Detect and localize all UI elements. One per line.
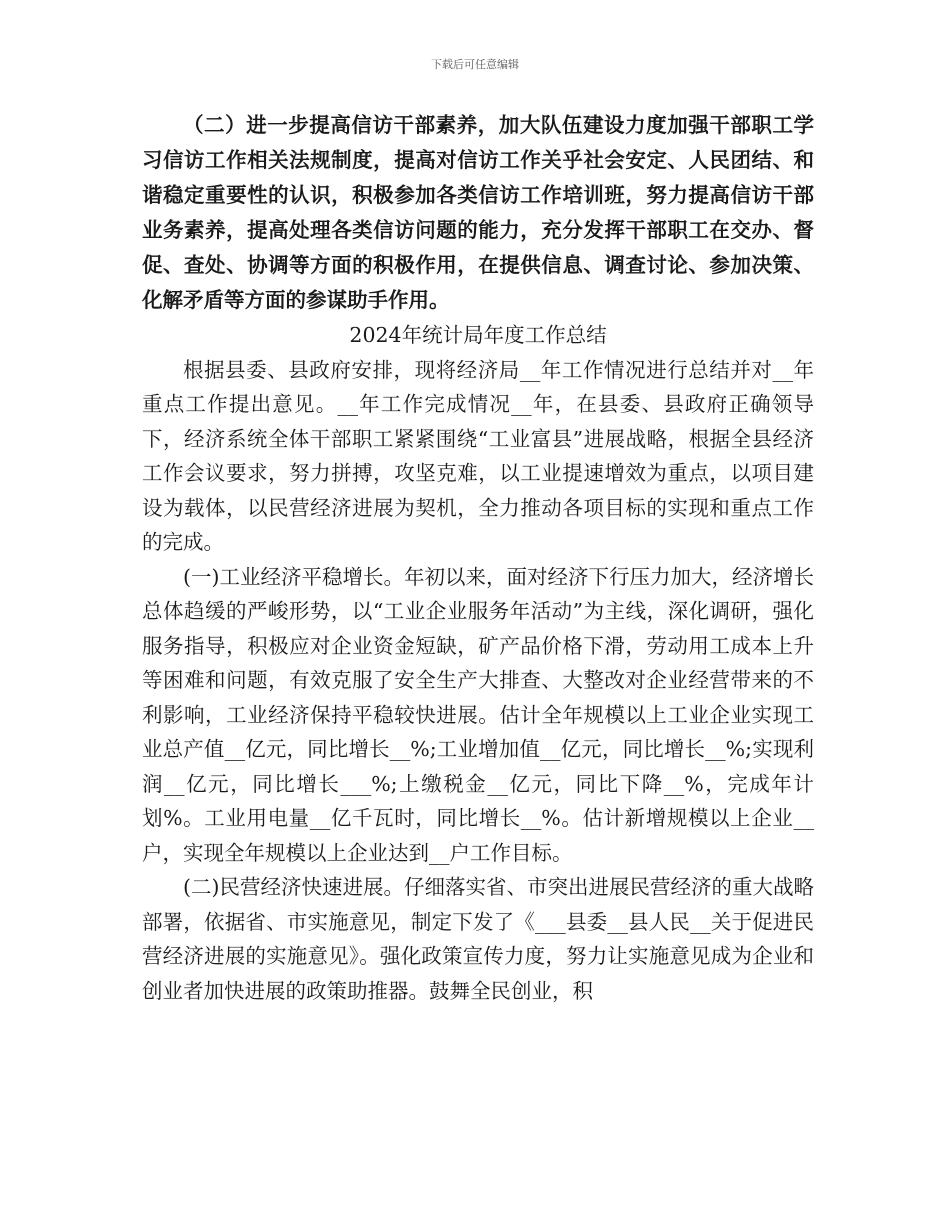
document-body (142, 108, 814, 1008)
page-header-note: 下载后可任意编辑 (431, 58, 519, 71)
paragraph-industrial-economy: (一)工业经济平稳增长。年初以来，面对经济下行压力加大，经济增长总体趋缓的严峻形势，以“工业企业服务年活动”为主线，深化调研，强化服务指导，积极应对企业资金短缺，矿产品价格下滑，劳动用工成本上升等困难和问题，有效克服了安全生产大排查、大整改对企业经营带来的不利影响，工业经济保持平稳较快进展。估计全年规模以上工业企业实现工业总产值__亿元，同比增长__%;工业增加值__亿元，同比增长__%;实现利润__亿元，同比增长___%;上缴税金__亿元，同比下降__%，完成年计划%。工业用电量__亿千瓦时，同比增长__%。估计新增规模以上企业__户，实现全年规模以上企业达到__户工作目标。 (142, 564, 814, 865)
paragraph-petition-staff: （二）进一步提高信访干部素养，加大队伍建设力度加强干部职工学习信访工作相关法规制度，提高对信访工作关乎社会安定、人民团结、和谐稳定重要性的认识，积极参加各类信访工作培训班，努力提高信访干部业务素养，提高处理各类信访问题的能力，充分发挥干部职工在交办、督促、查处、协调等方面的积极作用，在提供信息、调查讨论、参加决策、化解矛盾等方面的参谋助手作用。 (142, 113, 814, 312)
document-title: 2024年统计局年度工作总结 (349, 323, 607, 347)
paragraph-intro: 根据县委、县政府安排，现将经济局__年工作情况进行总结并对__年重点工作提出意见。__年工作完成情况__年，在县委、县政府正确领导下，经济系统全体干部职工紧紧围绕“工业富县”进展战略，根据全县经济工作会议要求，努力拼搏，攻坚克难，以工业提速增效为重点，以项目建设为载体，以民营经济进展为契机，全力推动各项目标的实现和重点工作的完成。 (142, 357, 814, 554)
paragraph-private-economy: (二)民营经济快速进展。仔细落实省、市突出进展民营经济的重大战略部署，依据省、市实施意见，制定下发了《___县委__县人民__关于促进民营经济进展的实施意见》。强化政策宣传力度，努力让实施意见成为企业和创业者加快进展的政策助推器。鼓舞全民创业，积 (142, 875, 814, 1003)
